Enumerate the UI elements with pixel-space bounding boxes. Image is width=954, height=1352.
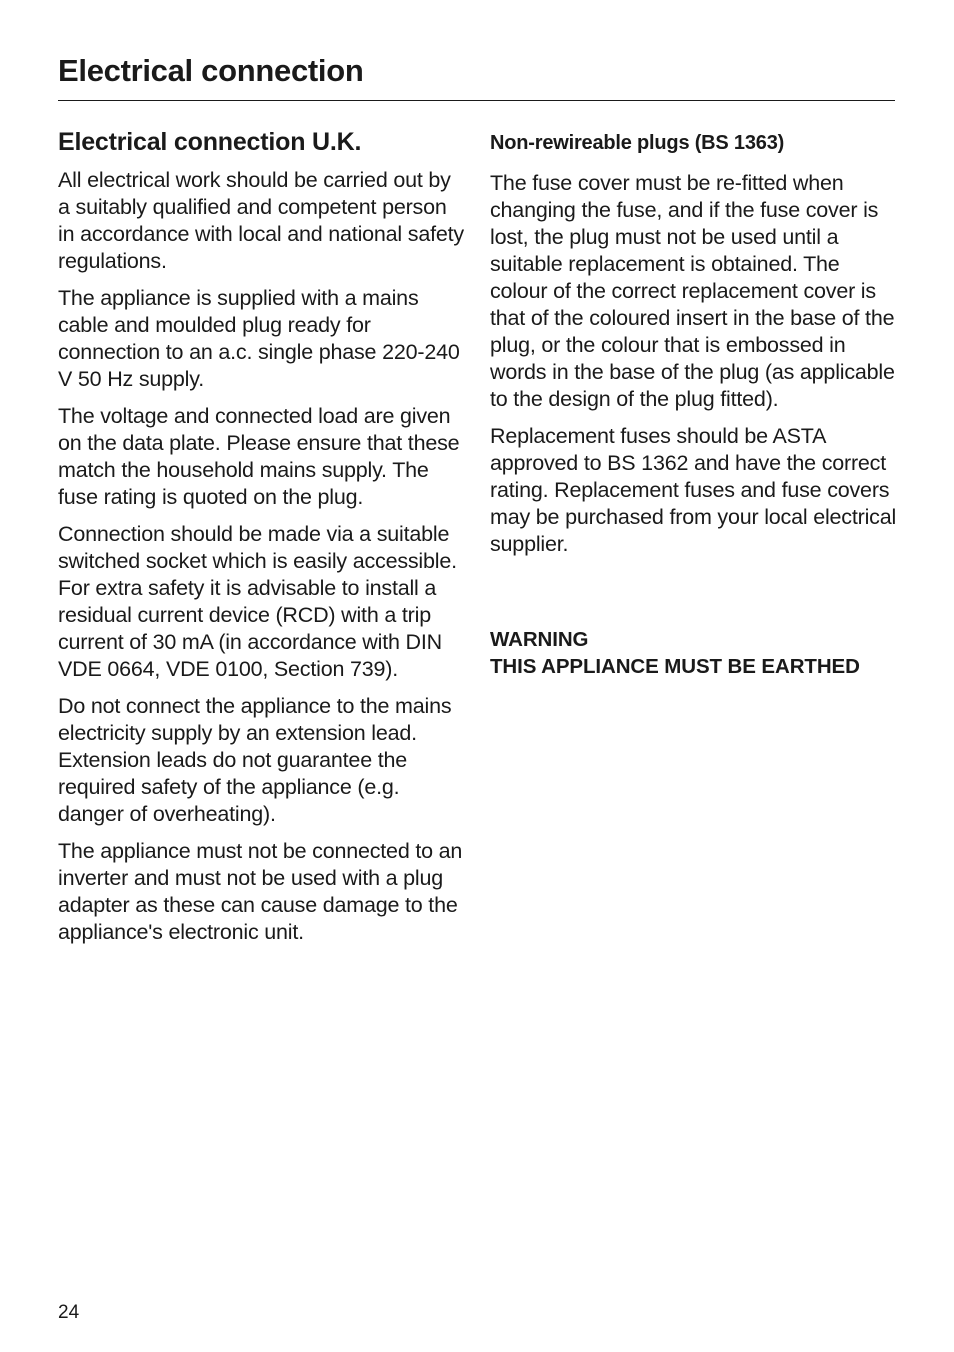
paragraph-voltage-load: The voltage and connected load are given on the data plate. Please ensure that these match the household mains supply. The fuse rating is quoted on the plug. (58, 404, 460, 509)
earthing-warning (490, 626, 900, 680)
paragraph-switched-socket: Connection should be made via a suitable switched socket which is easily accessible. For extra safety it is advisable to install a residual current device (RCD) with a trip current of 30 mA (in accordance with DIN VDE 0664, VDE 0100, Section 739). (58, 522, 457, 681)
paragraph-replacement-fuses: Replacement fuses should be ASTA approved to BS 1362 and have the correct rating. Replacement fuses and fuse covers may be purchased from your local electrical supplier. (490, 424, 897, 556)
warning-label: WARNING (490, 628, 589, 651)
paragraph-fuse-cover: The fuse cover must be re-fitted when changing the fuse, and if the fuse cover is lost, the plug must not be used until a suitable replacement is obtained. The colour of the correct replacement cover is that of the coloured insert in the base of the plug, or the colour that is embossed in words in the base of the plug (as applicable to the design of the plug fitted). (490, 171, 895, 411)
section-heading-non-rewireable-plugs: Non-rewireable plugs (BS 1363) (490, 132, 785, 154)
left-column (58, 124, 468, 946)
page-number: 24 (58, 1302, 80, 1323)
page-title: Electrical connection (58, 53, 364, 88)
paragraph-qualified-person: All electrical work should be carried out by a suitably qualified and competent person in accordance with local and national safety regulations. (58, 168, 464, 273)
paragraph-extension-lead: Do not connect the appliance to the mains electricity supply by an extension lead. Extension leads do not guarantee the required safety of the appliance (e.g. danger of overheating). (58, 694, 452, 826)
title-divider (58, 100, 895, 101)
paragraph-mains-cable: The appliance is supplied with a mains cable and moulded plug ready for connection to an a.c. single phase 220-240 V 50 Hz supply. (58, 286, 460, 391)
warning-text: THIS APPLIANCE MUST BE EARTHED (490, 655, 860, 678)
section-heading-uk-connection: Electrical connection U.K. (58, 128, 362, 156)
right-column (490, 124, 900, 680)
paragraph-inverter: The appliance must not be connected to an inverter and must not be used with a plug adapter as these can cause damage to the appliance's electronic unit. (58, 839, 463, 944)
